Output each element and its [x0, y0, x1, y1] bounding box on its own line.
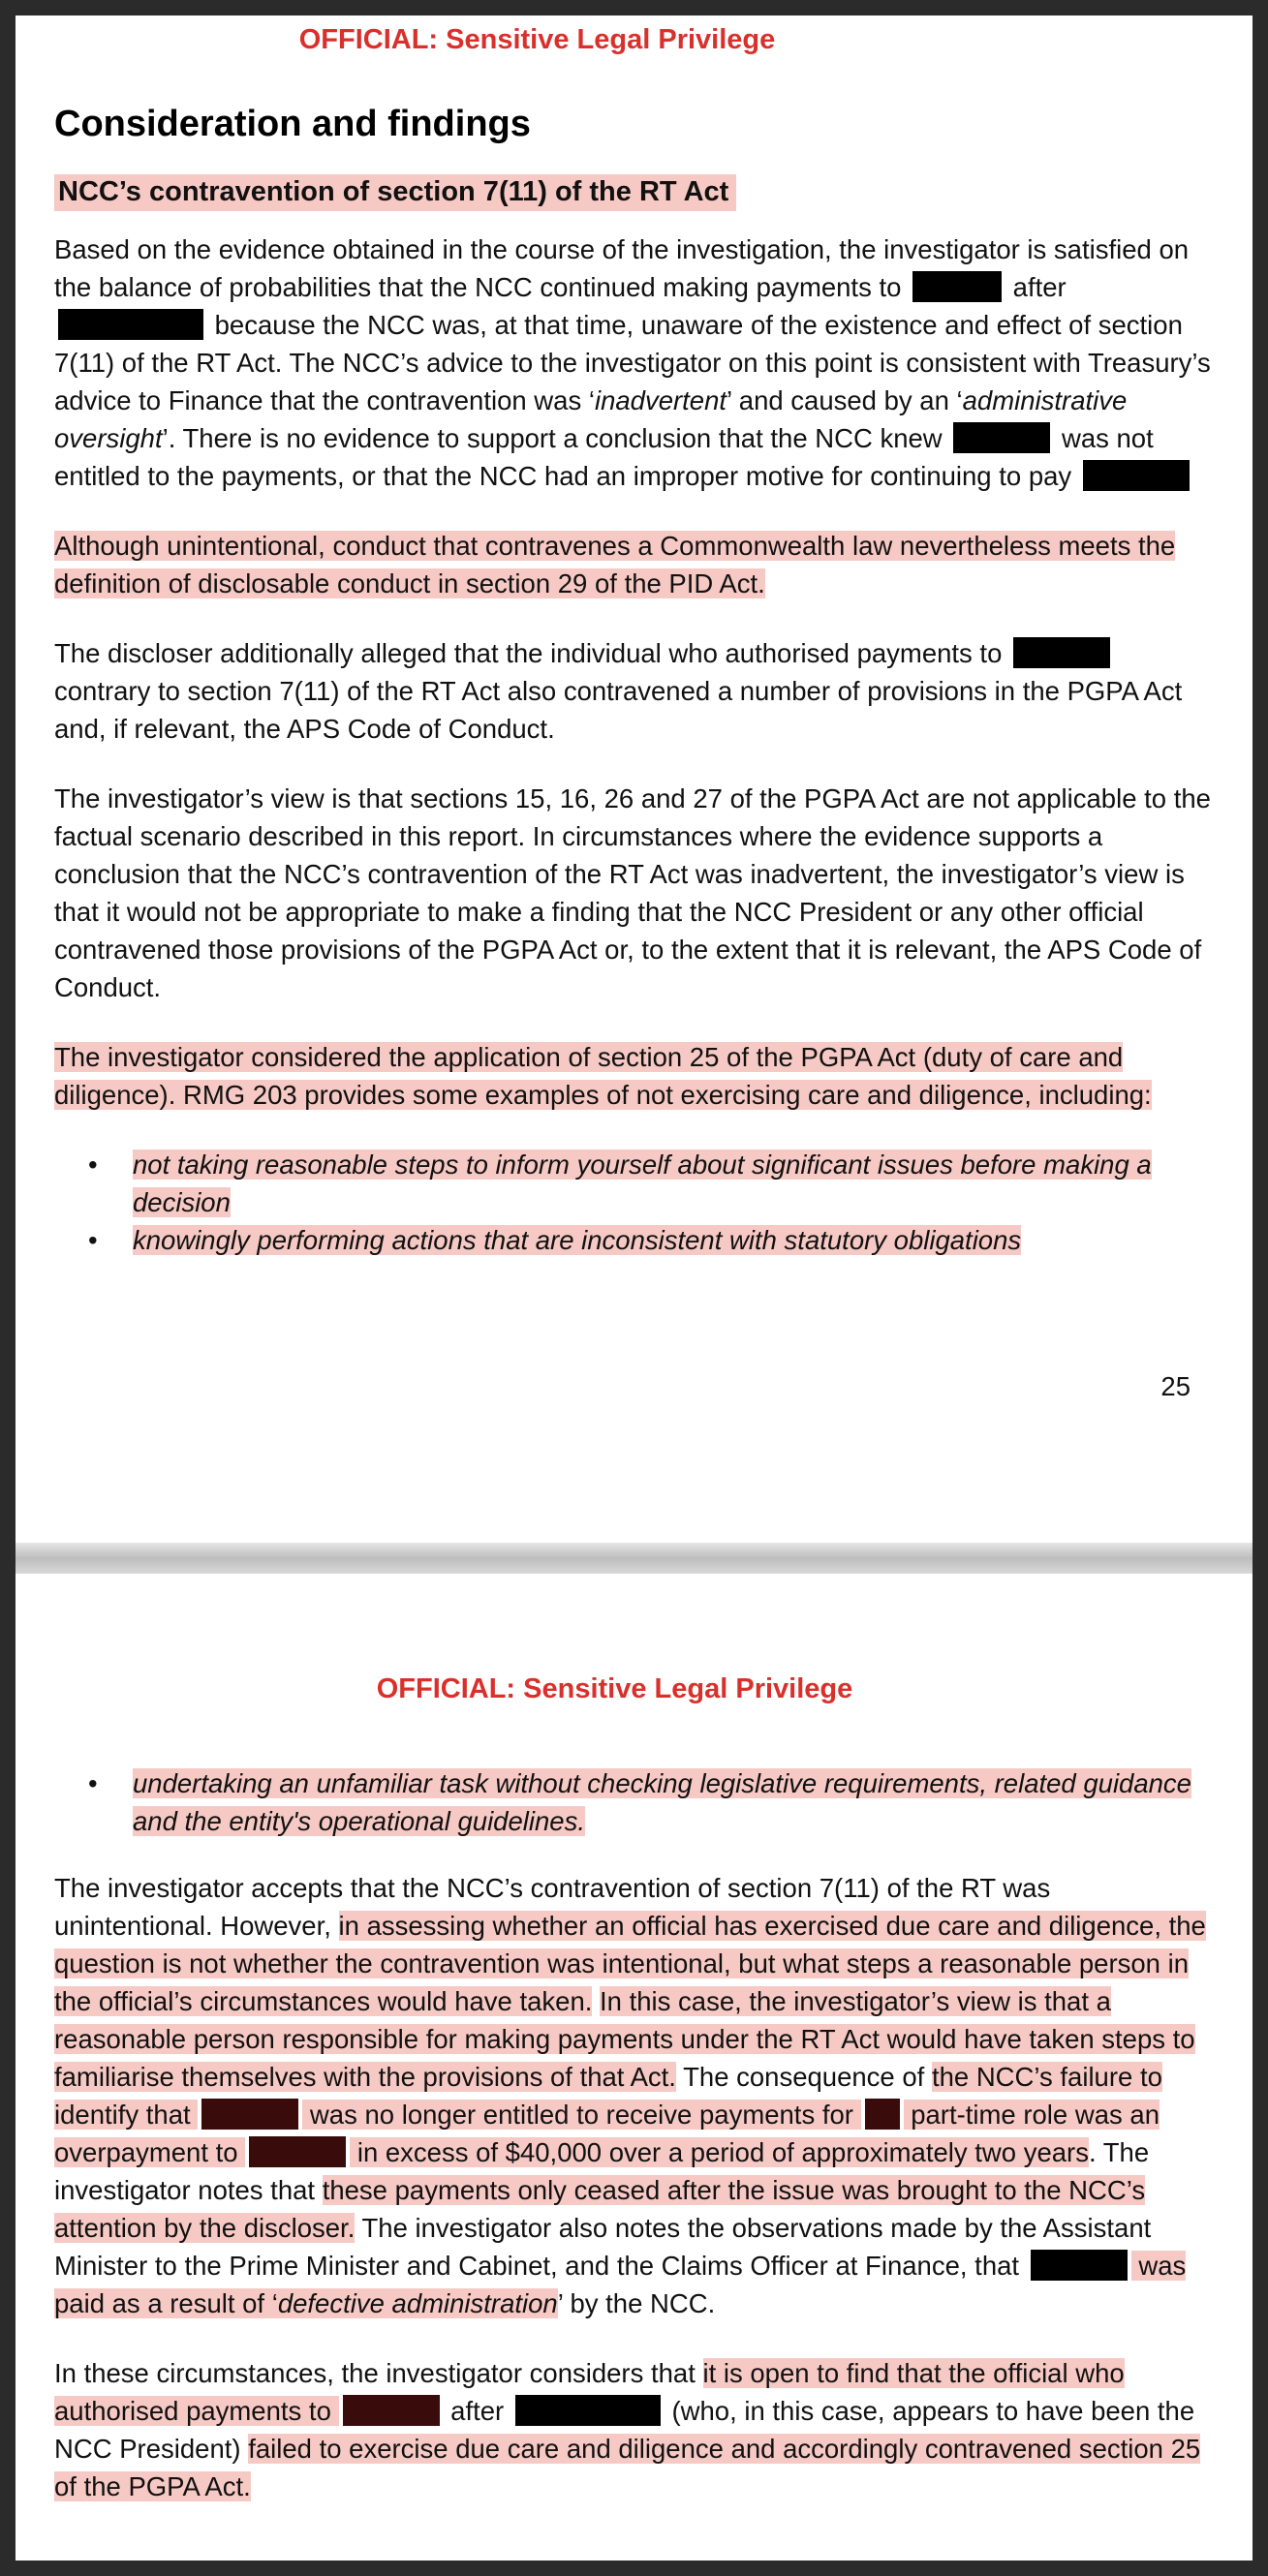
paragraph-section-25 — [54, 1038, 1214, 1114]
section-heading: Consideration and findings — [54, 104, 531, 144]
paragraph-conclusion — [54, 2354, 1214, 2505]
paragraph-disclosable-conduct — [54, 527, 1214, 602]
text-span: ’ by the NCC. — [557, 2288, 716, 2318]
highlighted-text: these payments only ceased after the issue was brought to the NCC’s attention by the discloser. — [54, 2175, 1146, 2243]
text-span: The consequence of — [675, 2062, 932, 2092]
redaction-box — [58, 309, 203, 340]
highlighted-text: The investigator considered the application of section 25 of the PGPA Act (duty of care and diligence). RMG 203 provides some examples of not exercising care and diligence, including: — [54, 1042, 1152, 1110]
paragraph-allegation — [54, 634, 1214, 748]
redaction-box — [1083, 460, 1190, 491]
highlighted-text: the NCC’s failure to identify that — [54, 2062, 1162, 2130]
list-item — [98, 1221, 1214, 1259]
highlighted-text: in excess of $40,000 over a period of approximately two years — [350, 2137, 1089, 2167]
text-span: The investigator accepts that the NCC’s contravention of section 7(11) of the RT was unintentional. However, — [54, 1873, 1051, 1941]
highlighted-text: not taking reasonable steps to inform yourself about significant issues before making a decision — [133, 1150, 1152, 1217]
highlighted-text: Although unintentional, conduct that contravenes a Commonwealth law nevertheless meets the definition of disclosable conduct in section 29 of the PID Act. — [54, 531, 1176, 598]
redaction-box — [201, 2099, 298, 2130]
highlighted-text: knowingly performing actions that are inconsistent with statutory obligations — [133, 1225, 1022, 1255]
examples-list-continued — [54, 1764, 1214, 1840]
text-span: (who, in this case, appears to have been the NCC President) — [54, 2396, 1195, 2464]
highlighted-text: failed to exercise due care and diligence and accordingly contravened section 25 of the PGPA Act. — [54, 2434, 1201, 2501]
redaction-box — [1013, 637, 1110, 668]
sub-heading: NCC’s contravention of section 7(11) of the RT Act — [54, 174, 736, 211]
list-item — [98, 1146, 1214, 1221]
text-span: ’ and caused by an ‘ — [727, 385, 963, 415]
redaction-box — [1031, 2250, 1128, 2281]
text-span: ’. There is no evidence to support a conclusion that the NCC knew — [162, 423, 950, 453]
examples-list — [54, 1146, 1214, 1259]
redaction-box — [912, 271, 1002, 302]
text-span: after — [443, 2396, 511, 2426]
highlighted-text: it is open to find that the official who authorised payments to — [54, 2358, 1125, 2426]
text-span: Based on the evidence obtained in the course of the investigation, the investigator is satisfied on the balance of probabilities that the NCC continued making payments to — [54, 234, 1190, 302]
text-span: The investigator also notes the observations made by the Assistant Minister to the Prime Minister and Cabinet, and the Claims Officer at Finance, that — [54, 2213, 1152, 2281]
highlighted-text: in assessing whether an official has exercised due care and diligence, the question is not whether the contravention was intentional, but what steps a reasonable person in the official’s circumstances would have taken. — [54, 1911, 1206, 2016]
italic-text: inadvertent — [594, 385, 727, 415]
paragraph-investigator-view: The investigator’s view is that sections 15, 16, 26 and 27 of the PGPA Act are not applicable to the factual scenario described in this report. In circumstances where the evidence supports a conclusion that the NCC’s contravention of the RT Act was inadvertent, the investigator’s view is that it would not be appropriate to make a finding that the NCC President or any other official contravened those provisions of the PGPA Act or, to the extent that it is relevant, the APS Code of Conduct. — [54, 783, 1211, 1002]
highlighted-text: part-time role was an overpayment to — [54, 2100, 1160, 2167]
text-span: . The investigator notes that — [54, 2137, 1150, 2205]
document-page-2 — [15, 1574, 1253, 2561]
highlighted-text: was no longer entitled to receive payments for — [302, 2100, 861, 2130]
security-marking: OFFICIAL: Sensitive Legal Privilege — [376, 1673, 853, 1704]
text-span — [592, 1986, 600, 2016]
text-span: was not entitled to the payments, or that the NCC had an improper motive for continuing to pay — [54, 423, 1154, 491]
redaction-box — [953, 422, 1050, 453]
redaction-box — [865, 2099, 900, 2130]
highlighted-text: In this case, the investigator’s view is that a reasonable person responsible for making payments under the RT Act would have taken steps to familiarise themselves with the provisions of that Act. — [54, 1986, 1195, 2092]
page-separator — [15, 1543, 1253, 1574]
highlighted-text: was paid as a result of ‘ — [54, 2251, 1187, 2318]
page-number: 25 — [1160, 1371, 1191, 1401]
list-item — [98, 1764, 1214, 1840]
text-span: contrary to section 7(11) of the RT Act also contravened a number of provisions in the PGPA Act and, if relevant, the APS Code of Conduct. — [54, 676, 1183, 744]
paragraph-evidence — [54, 230, 1214, 495]
redaction-box — [515, 2395, 661, 2426]
italic-highlighted-text: defective administration — [277, 2288, 558, 2318]
redaction-box — [249, 2136, 346, 2167]
text-span: The discloser additionally alleged that the individual who authorised payments to — [54, 638, 1010, 668]
document-page-1 — [15, 15, 1253, 1543]
highlighted-text: undertaking an unfamiliar task without checking legislative requirements, related guidance and the entity's operational guidelines. — [133, 1768, 1191, 1836]
text-span: after — [1005, 272, 1067, 302]
security-marking: OFFICIAL: Sensitive Legal Privilege — [298, 24, 776, 55]
italic-text: administrative oversight — [54, 385, 1128, 453]
text-span: In these circumstances, the investigator considers that — [54, 2358, 703, 2388]
text-span: because the NCC was, at that time, unaware of the existence and effect of section 7(11) of the RT Act. The NCC’s advice to the investigator on this point is consistent with Treasury’s advice to Finance that the contravention was ‘ — [54, 310, 1211, 415]
redaction-box — [343, 2395, 440, 2426]
paragraph-due-care — [54, 1869, 1214, 2322]
